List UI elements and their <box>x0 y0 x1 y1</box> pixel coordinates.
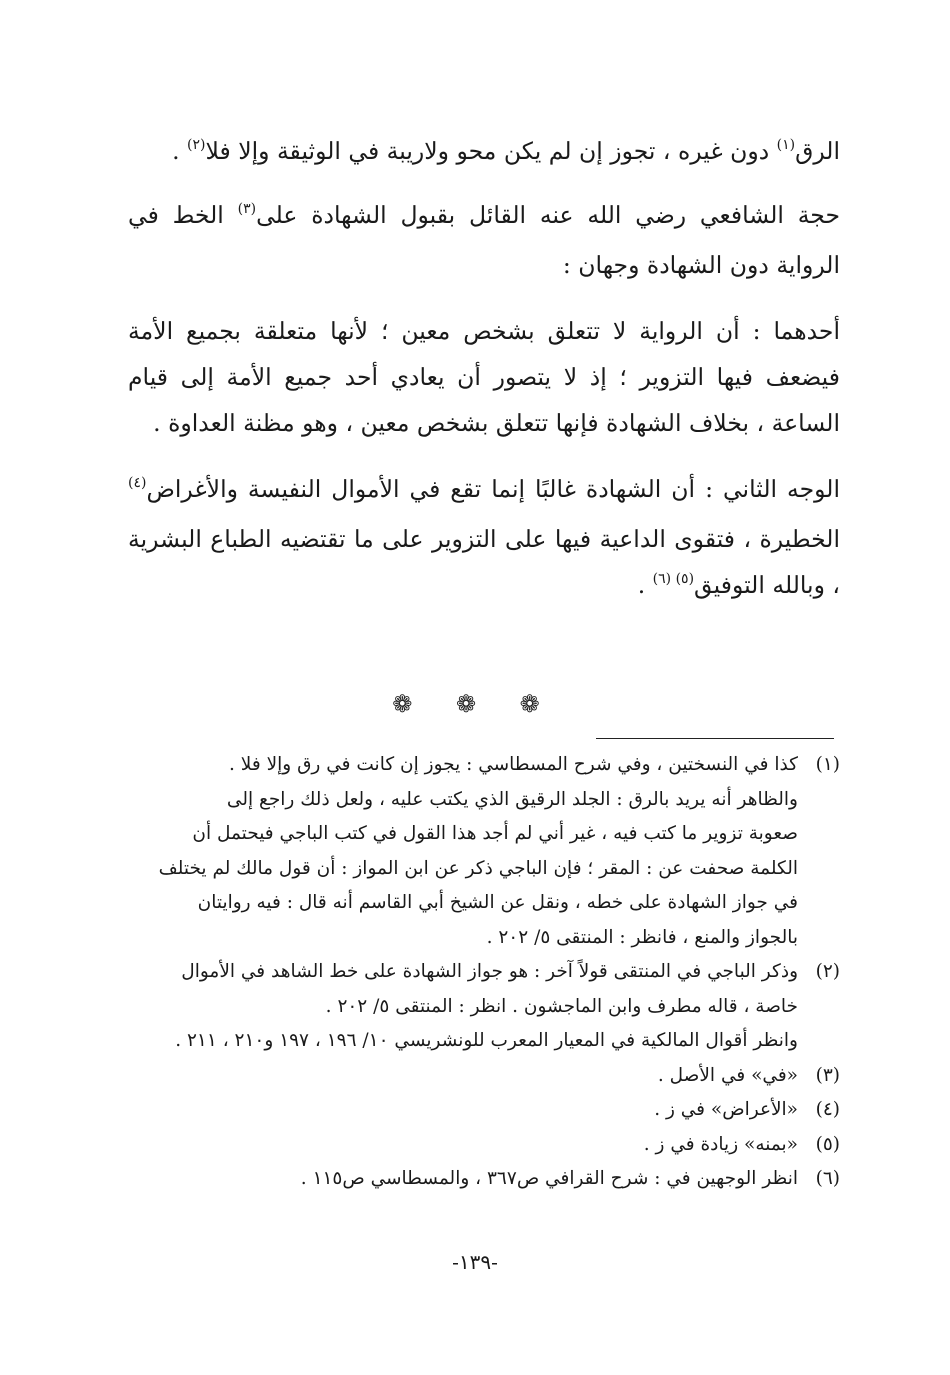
footnote-line: «في» في الأصل . <box>657 1064 798 1086</box>
footnote-ref-3[interactable]: (٣) <box>237 201 257 217</box>
main-text <box>128 128 840 632</box>
footnote-4 <box>128 1093 840 1128</box>
paragraph-4: الوجه الثاني : أن الشهادة غالبًا إنما تقع في الأموال النفيسة والأغراض$^{(٤)}$ الخطيرة ، فتقوى الداعية فيها على التزوير على ما تقتضيه الطباع البشرية ، وبالله التوفيق$^{(٥) (٦)}$ . <box>128 475 840 599</box>
footnote-ref-4[interactable]: (٤) <box>128 475 147 491</box>
footnote-line: «بمنه» زيادة في ز . <box>643 1133 798 1155</box>
footnote-line: في جواز الشهادة على خطه ، ونقل عن الشيخ أبي القاسم أنه قال : فيه روايتان <box>197 892 798 913</box>
footnote-number: (٢) <box>815 961 840 982</box>
footnote-line: والظاهر أنه يريد بالرق : الجلد الرقيق الذي يكتب عليه ، ولعل ذلك راجع إلى <box>226 788 798 810</box>
footnote-2 <box>128 955 840 1059</box>
footnote-line: صعوبة تزوير ما كتب فيه ، غير أني لم أجد هذا القول في كتب الباجي فيحتمل أن <box>192 823 798 844</box>
page-number: -١٣٩- <box>452 1250 498 1274</box>
footnote-line: بالجواز والمنع ، فانظر : المنتقى ٥/ ٢٠٢ . <box>486 926 798 948</box>
footnote-ref-5-6[interactable]: (٥) (٦) <box>652 571 695 587</box>
footnote-number: (٤) <box>815 1099 840 1120</box>
footnotes <box>128 748 840 1197</box>
footnote-line: «الأعراض» في ز . <box>654 1099 798 1120</box>
footnote-1 <box>128 748 840 955</box>
footnote-ref-1[interactable]: (١) <box>776 137 796 153</box>
footnote-3 <box>128 1059 840 1094</box>
paragraph-1: الرق$^{(١)}$ دون غيره ، تجوز إن لم يكن محو ولاريبة في الوثيقة وإلا فلا$^{(٢)}$ . <box>172 137 840 165</box>
footnote-number: (١) <box>815 754 840 775</box>
footnote-line: خاصة ، قاله مطرف وابن الماجشون . انظر : المنتقى ٥/ ٢٠٢ . <box>325 995 798 1017</box>
footnote-6 <box>128 1162 840 1197</box>
footnote-line: انظر الوجهين في : شرح القرافي ص٣٦٧ ، والمسطاسي ص١١٥ . <box>300 1168 798 1189</box>
footnote-number: (٥) <box>815 1133 840 1155</box>
footnote-line: وانظر أقوال المالكية في المعيار المعرب للونشريسي ١٠/ ١٩٦ ، ١٩٧ و٢١٠ ، ٢١١ . <box>175 1030 798 1051</box>
paragraph-3: أحدهما : أن الرواية لا تتعلق بشخص معين ؛ لأنها متعلقة بجميع الأمة فيضعف فيها التزوير ؛ إذ لا يتصور أن يعادي أحد جميع الأمة إلى قيام الساعة ، بخلاف الشهادة فإنها تتعلق بشخص معين ، وهو مظنة العداوة . <box>128 317 840 437</box>
footnote-line: كذا في النسختين ، وفي شرح المسطاسي : يجوز إن كانت في رق وإلا فلا . <box>229 754 798 775</box>
paragraph-2: حجة الشافعي رضي الله عنه القائل بقبول الشهادة على$^{(٣)}$ الخط في الرواية دون الشهادة وجهان : <box>128 201 840 279</box>
footnote-number: (٦) <box>815 1168 840 1189</box>
footnote-5 <box>128 1128 840 1163</box>
footnote-number: (٣) <box>815 1064 840 1086</box>
section-divider-ornaments: ❁ ❁ ❁ <box>392 690 558 718</box>
footnote-ref-2[interactable]: (٢) <box>187 137 206 153</box>
footnote-separator <box>596 738 834 739</box>
footnote-line: الكلمة صحفت عن : المقر ؛ فإن الباجي ذكر عن ابن المواز : أن قول مالك لم يختلف <box>158 857 798 879</box>
footnote-line: وذكر الباجي في المنتقى قولاً آخر : هو جواز الشهادة على خط الشاهد في الأموال <box>181 961 798 982</box>
